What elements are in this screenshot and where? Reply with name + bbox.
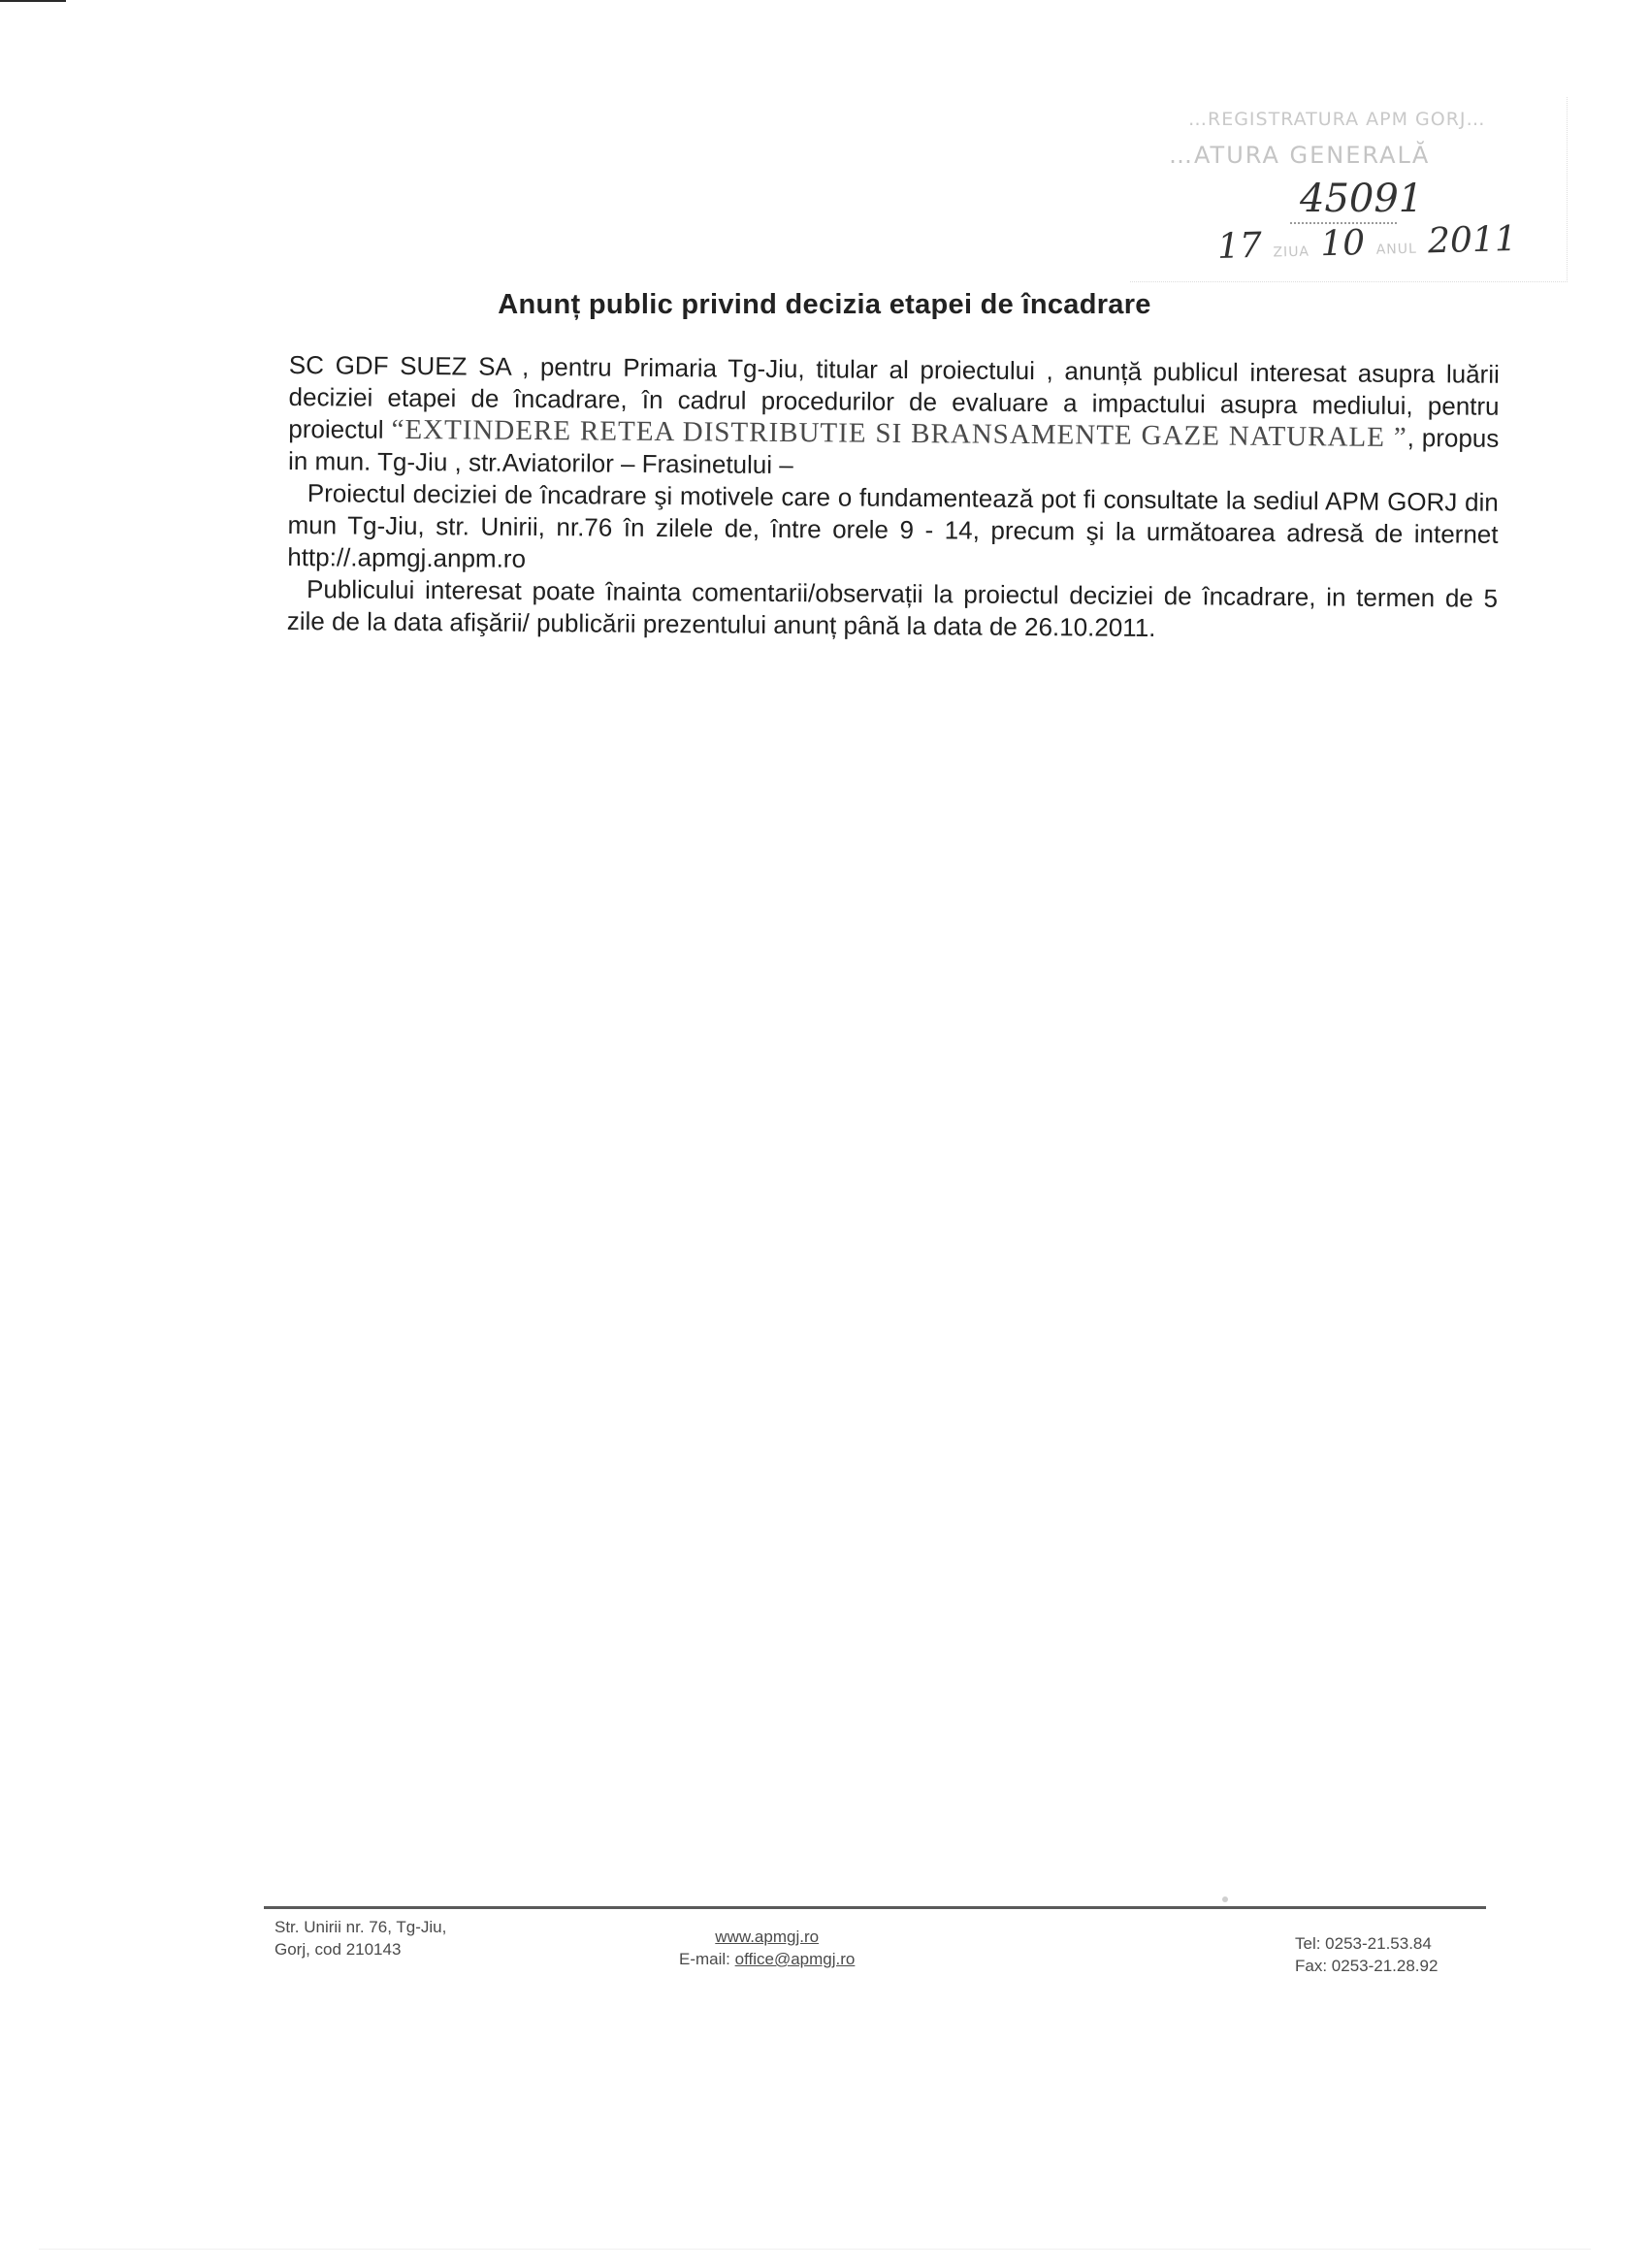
footer-address-line-2: Gorj, cod 210143 — [275, 1940, 402, 1959]
paragraph-1-location: , propus in mun. Tg-Jiu , str.Aviatorilor – Frasinetului – — [287, 423, 1500, 480]
footer-tel: Tel: 0253-21.53.84 — [1295, 1934, 1432, 1953]
footer-website-link[interactable]: www.apmgj.ro — [715, 1928, 820, 1946]
paragraph-project-announcement — [288, 349, 1500, 487]
stamp-date-year: 2011 — [1427, 218, 1518, 262]
stamp-subheader-line: …ATURA GENERALĂ — [1169, 142, 1431, 169]
document-title: Anunț public privind decizia etapei de încadrare — [498, 289, 1151, 320]
footer-divider — [264, 1906, 1486, 1909]
footer-contact-web — [679, 1926, 855, 1970]
project-name: “EXTINDERE RETEA DISTRIBUTIE SI BRANSAMENTE GAZE NATURALE ” — [391, 413, 1407, 454]
stamp-date-day: 17 — [1216, 225, 1263, 268]
stamp-date-month: 10 — [1319, 223, 1366, 265]
stamp-date — [1217, 219, 1518, 267]
footer-address — [275, 1916, 446, 1960]
footer-scan-dot — [1222, 1896, 1228, 1902]
footer-email-link[interactable]: office@apmgj.ro — [734, 1950, 856, 1968]
stamp-date-day-label: ZIUA — [1273, 243, 1310, 261]
scan-bottom-edge — [39, 2249, 1591, 2250]
paragraph-1-intro: SC GDF SUEZ SA , pentru Primaria Tg-Jiu, titular al proiectului , anunță publicul interesat asupra luării deciziei etapei de încadrare, în cadrul procedurilor de evaluare a impactului asupra mediului, pentru proiectul — [288, 349, 1500, 444]
announcement-body — [287, 349, 1500, 647]
registration-stamp — [1130, 97, 1567, 291]
scan-edge-mark — [0, 0, 66, 2]
footer-phone — [1295, 1932, 1438, 1977]
footer-address-line-1: Str. Unirii nr. 76, Tg-Jiu, — [275, 1918, 447, 1936]
footer-email-line — [679, 1948, 855, 1970]
paragraph-comments-deadline: Publicului interesat poate înainta comentarii/observații la proiectul deciziei de încadrare, in termen de 5 zile de la data afişării/ publicării prezentului anunț până la data de 26.10.2011. — [286, 574, 1499, 643]
stamp-date-year-label: ANUL — [1375, 241, 1418, 258]
paragraph-consultation: Proiectul deciziei de încadrare şi motivele care o fundamentează pot fi consultate la sediul APM GORJ din mun Tg-Jiu, str. Unirii, nr.76 în zilele de, între orele 9 - 14, precum şi la următoarea adresă de internet http://.apmgj.anpm.ro — [287, 478, 1499, 573]
footer-fax: Fax: 0253-21.28.92 — [1295, 1957, 1439, 1975]
stamp-header-line: …REGISTRATURA APM GORJ… — [1188, 109, 1486, 130]
stamp-registration-number: 45091 — [1300, 177, 1424, 221]
footer-email-label: E-mail: — [679, 1950, 735, 1968]
